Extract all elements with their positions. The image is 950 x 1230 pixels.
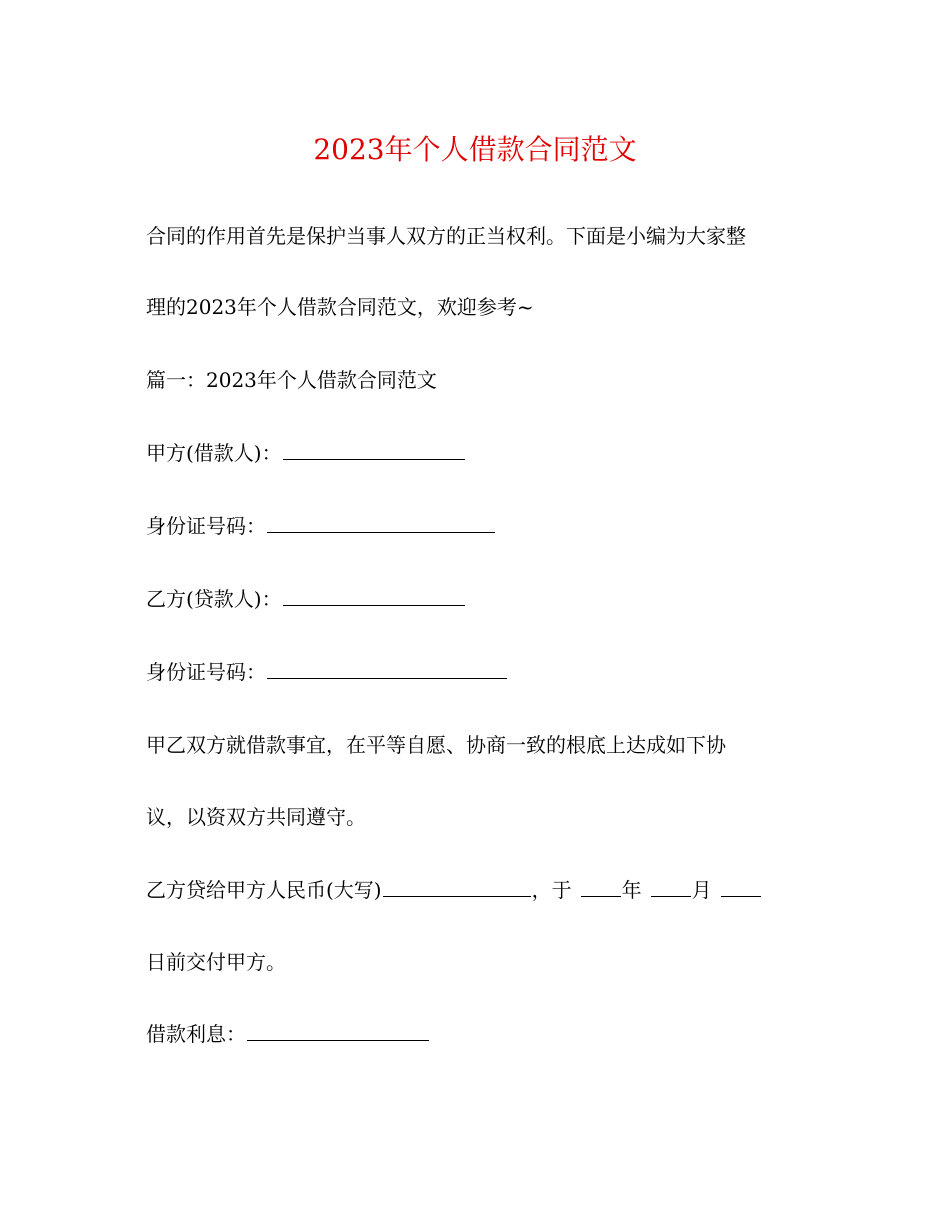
section-heading: 篇一：2023年个人借款合同范文 xyxy=(146,368,437,392)
loan-prefix: 乙方贷给甲方人民币(大写) xyxy=(146,878,382,902)
day-blank[interactable] xyxy=(721,876,761,897)
interest-label: 借款利息： xyxy=(146,1022,246,1046)
agreement-line-1: 甲乙双方就借款事宜，在平等自愿、协商一致的根底上达成如下协 xyxy=(146,733,726,757)
interest-row xyxy=(146,1020,430,1048)
id-row-1 xyxy=(146,512,496,540)
id-blank-2[interactable] xyxy=(267,658,507,679)
party-a-label: 甲方(借款人)： xyxy=(146,441,282,465)
loan-line-2: 日前交付甲方。 xyxy=(146,950,286,974)
loan-year-label: 年 xyxy=(621,878,642,902)
party-a-blank[interactable] xyxy=(283,439,465,460)
loan-row xyxy=(146,876,762,904)
id-blank-1[interactable] xyxy=(267,512,495,533)
party-b-label: 乙方(贷款人)： xyxy=(146,587,282,611)
intro-line-1: 合同的作用首先是保护当事人双方的正当权利。下面是小编为大家整 xyxy=(146,224,746,248)
loan-yu: ，于 xyxy=(531,878,572,902)
id-label-2: 身份证号码： xyxy=(146,660,266,684)
party-b-row xyxy=(146,585,466,613)
intro-line-2: 理的2023年个人借款合同范文，欢迎参考~ xyxy=(146,295,534,319)
id-label-1: 身份证号码： xyxy=(146,514,266,538)
month-blank[interactable] xyxy=(651,876,691,897)
interest-blank[interactable] xyxy=(247,1020,429,1041)
loan-month-label: 月 xyxy=(691,878,712,902)
year-blank[interactable] xyxy=(581,876,621,897)
id-row-2 xyxy=(146,658,508,686)
party-b-blank[interactable] xyxy=(283,585,465,606)
document-title: 2023年个人借款合同范文 xyxy=(313,133,637,166)
loan-amount-blank[interactable] xyxy=(383,876,531,897)
party-a-row xyxy=(146,439,466,467)
agreement-line-2: 议，以资双方共同遵守。 xyxy=(146,805,366,829)
